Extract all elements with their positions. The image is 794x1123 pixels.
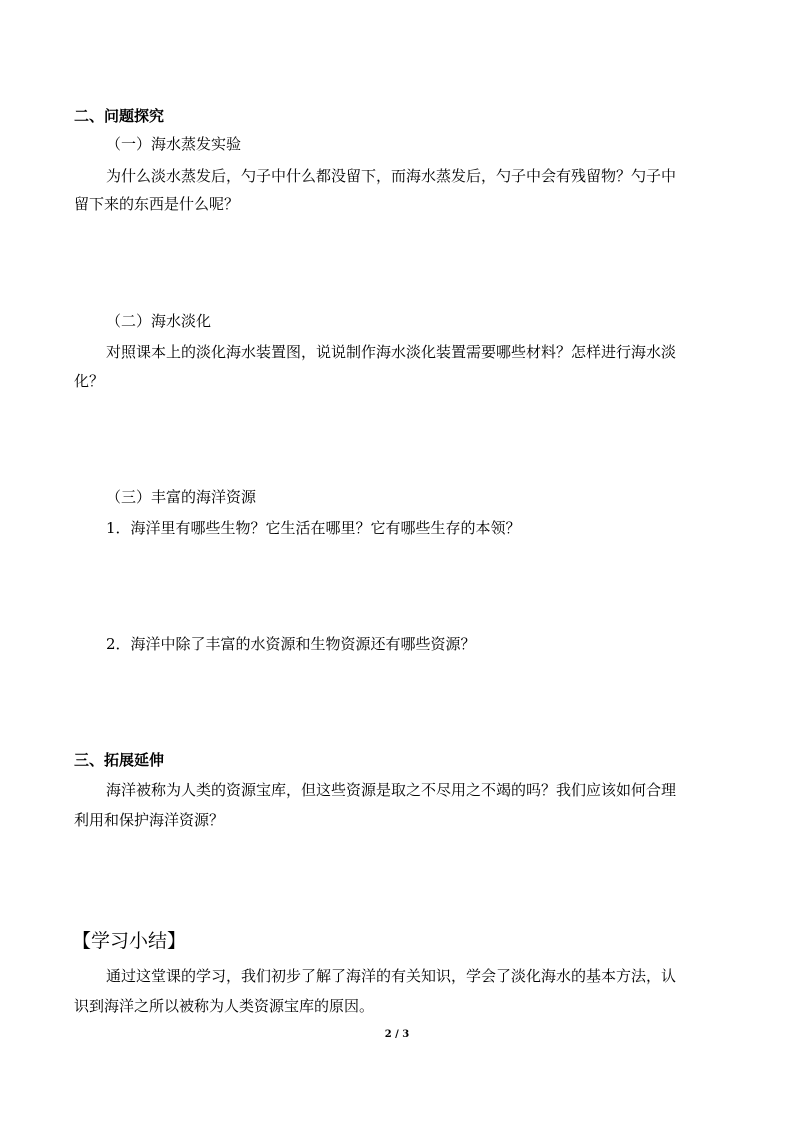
page-number: 2 / 3 [384, 1029, 410, 1040]
section-heading-extension: 三、拓展延伸 [74, 751, 165, 769]
paragraph-summary-line2: 识到海洋之所以被称为人类资源宝库的原因。 [74, 997, 375, 1015]
paragraph-extension-line1: 海洋被称为人类的资源宝库，但这些资源是取之不尽用之不竭的吗？我们应该如何合理 [106, 781, 677, 799]
paragraph-summary-line1: 通过这堂课的学习，我们初步了解了海洋的有关知识，学会了淡化海水的基本方法，认 [106, 967, 677, 985]
section-heading-inquiry: 二、问题探究 [74, 107, 165, 125]
subsection-title-desalination: （二）海水淡化 [106, 312, 212, 330]
question-other-resources: 2．海洋中除了丰富的水资源和生物资源还有哪些资源？ [106, 635, 476, 653]
question-marine-life: 1．海洋里有哪些生物？它生活在哪里？它有哪些生存的本领？ [106, 519, 521, 537]
paragraph-evaporation-line2: 留下来的东西是什么呢？ [74, 195, 240, 213]
paragraph-extension-line2: 利用和保护海洋资源？ [74, 811, 225, 829]
paragraph-desalination-line1: 对照课本上的淡化海水装置图，说说制作海水淡化装置需要哪些材料？怎样进行海水淡 [106, 343, 677, 361]
paragraph-evaporation-line1: 为什么淡水蒸发后，勺子中什么都没留下，而海水蒸发后，勺子中会有残留物？勺子中 [106, 167, 677, 185]
subsection-title-evaporation: （一）海水蒸发实验 [106, 135, 242, 153]
paragraph-desalination-line2: 化？ [74, 372, 105, 390]
subsection-title-ocean-resources: （三）丰富的海洋资源 [106, 488, 257, 506]
section-heading-summary: 【学习小结】 [72, 930, 187, 952]
